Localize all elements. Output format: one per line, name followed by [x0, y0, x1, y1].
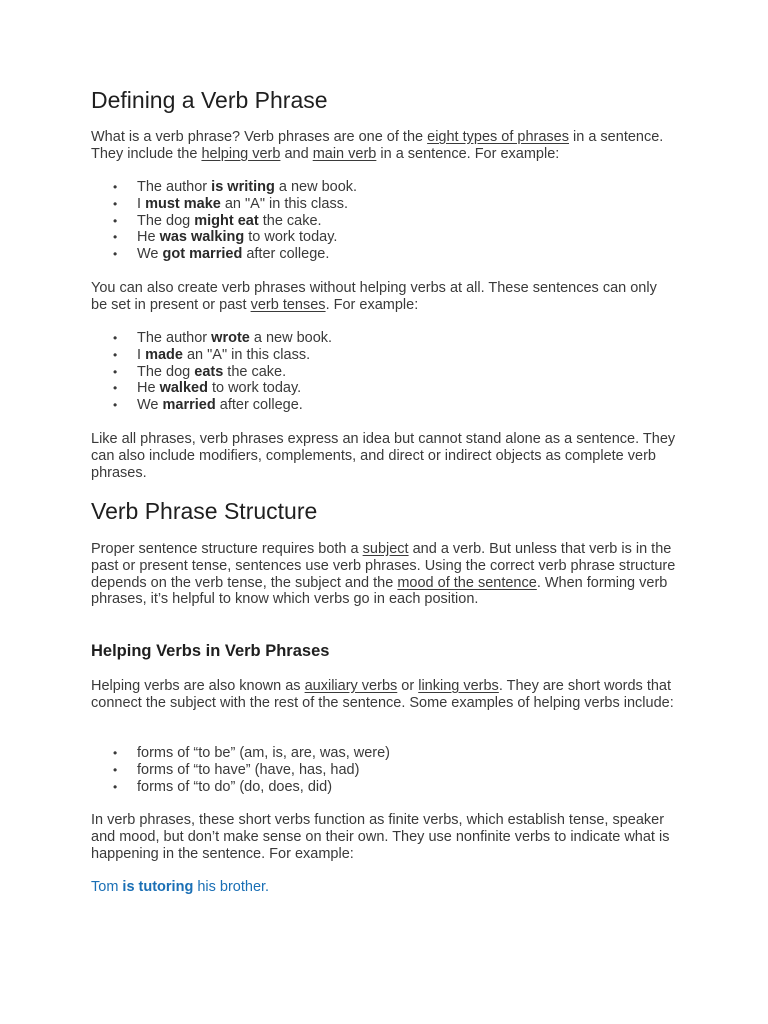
paragraph-without-helping-verbs: You can also create verb phrases without helping verbs at all. These sentences can only be set in present or past verb tenses. For example:	[91, 280, 657, 313]
list-item: • The author is writing a new book.	[113, 179, 358, 195]
link-mood-of-the-sentence[interactable]: mood of the sentence	[397, 574, 537, 591]
list-item: • The dog might eat the cake.	[113, 212, 322, 229]
example-list-helping	[91, 179, 357, 263]
list-item: • We married after college.	[113, 397, 303, 414]
link-eight-types-of-phrases[interactable]: eight types of phrases	[427, 129, 569, 145]
list-item: • The author wrote a new book.	[113, 330, 333, 346]
list-item: • forms of “to have” (have, has, had)	[113, 761, 360, 778]
list-item: • He walked to work today.	[113, 380, 302, 397]
paragraph-structure: Proper sentence structure requires both a subject and a verb. But unless that verb is in the past or present tense, sentences use verb phrases. Using the correct verb phrase structure depends on the verb tense, the subject and the mood of the sentence. When forming verb phrases, it’s helpful to know which verbs go in each position.	[91, 541, 676, 608]
section-heading-defining: Defining a Verb Phrase	[91, 87, 328, 113]
link-subject[interactable]: subject	[362, 541, 409, 557]
section-heading-structure: Verb Phrase Structure	[91, 498, 318, 524]
list-item: • We got married after college.	[113, 246, 330, 263]
example-sentence: Tom is tutoring his brother.	[91, 879, 270, 895]
example-list-no-helping	[91, 330, 332, 414]
link-auxiliary-verbs[interactable]: auxiliary verbs	[304, 678, 398, 694]
paragraph-helping-verbs: Helping verbs are also known as auxiliary verbs or linking verbs. They are short words that connect the subject with the rest of the sentence. Some examples of helping verbs include:	[91, 678, 674, 711]
list-item: • I must make an "A" in this class.	[113, 195, 348, 212]
link-linking-verbs[interactable]: linking verbs	[418, 678, 499, 694]
link-main-verb[interactable]: main verb	[312, 145, 377, 162]
paragraph-like-all-phrases: Like all phrases, verb phrases express an idea but cannot stand alone as a sentence. They can also include modifiers, complements, and direct or indirect objects as complete verb phrases.	[91, 431, 676, 481]
paragraph-finite-verbs: In verb phrases, these short verbs function as finite verbs, which establish tense, speaker and mood, but don’t make sense on their own. They use nonfinite verbs to indicate what is happening in the sentence. For example:	[91, 812, 670, 862]
list-item: • He was walking to work today.	[113, 229, 338, 246]
list-item: • forms of “to be” (am, is, are, was, were)	[113, 745, 391, 761]
subheading-helping-verbs: Helping Verbs in Verb Phrases	[91, 642, 330, 660]
link-verb-tenses[interactable]: verb tenses	[250, 296, 326, 313]
list-item: • The dog eats the cake.	[113, 363, 287, 380]
list-item: • I made an "A" in this class.	[113, 346, 311, 363]
link-helping-verb[interactable]: helping verb	[201, 145, 281, 162]
helping-verb-forms-list	[91, 745, 390, 795]
intro-paragraph: What is a verb phrase? Verb phrases are one of the eight types of phrases in a sentence. They include the helping verb and main verb in a sentence. For example:	[91, 129, 664, 162]
list-item: • forms of “to do” (do, does, did)	[113, 778, 333, 795]
